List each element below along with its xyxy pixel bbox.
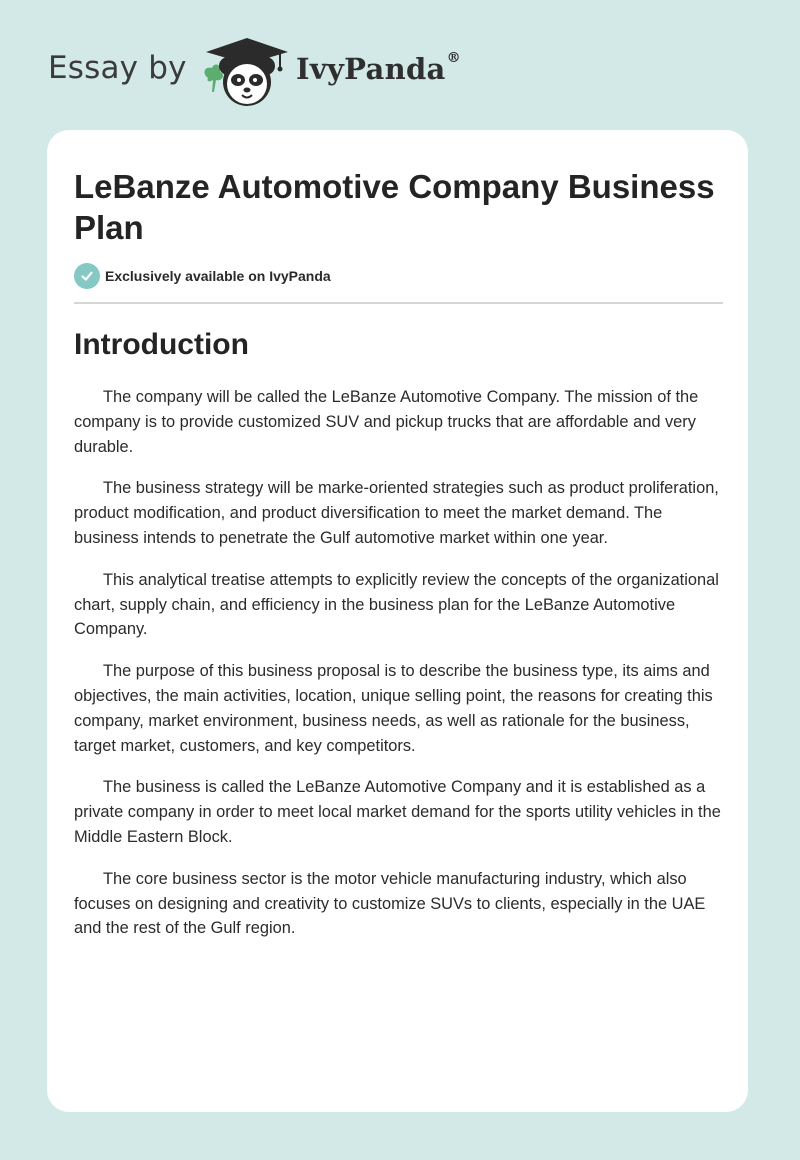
essay-by-label: Essay by: [48, 50, 187, 86]
check-circle-icon: [74, 263, 100, 289]
exclusive-badge: [74, 263, 331, 289]
brand-name-text: IvyPanda: [296, 52, 446, 86]
essay-body: [74, 385, 726, 958]
essay-card: [47, 130, 748, 1112]
paragraph: The company will be called the LeBanze Automotive Company. The mission of the company is to provide customized SUV and pickup trucks that are affordable and very durable.: [74, 388, 699, 456]
exclusive-badge-text: Exclusively available on IvyPanda: [105, 268, 331, 284]
paragraph: The business strategy will be marke-oriented strategies such as product proliferation, product modification, and product diversification to meet the market demand. The business intends to penetrate the Gulf automotive market within one year.: [74, 479, 719, 547]
panda-graduate-icon[interactable]: [200, 34, 292, 110]
registered-mark: ®: [446, 50, 461, 66]
paragraph: This analytical treatise attempts to explicitly review the concepts of the organizational chart, supply chain, and efficiency in the business plan for the LeBanze Automotive Company.: [74, 570, 719, 639]
brand-name[interactable]: [296, 52, 461, 86]
paragraph: The purpose of this business proposal is to describe the business type, its aims and objectives, the main activities, location, unique selling point, the reasons for creating this company, market environment, business needs, as well as rationale for the business, target market, customers, and key competitors.: [74, 662, 713, 755]
section-heading-introduction: Introduction: [74, 328, 249, 361]
paragraph: The core business sector is the motor vehicle manufacturing industry, which also focuses on designing and creativity to customize SUVs to clients, especially in the UAE and the rest of the Gulf region.: [74, 869, 706, 938]
page-title: LeBanze Automotive Company Business Plan: [74, 168, 715, 246]
title-divider: [74, 302, 723, 304]
site-header: [0, 0, 800, 130]
paragraph: The business is called the LeBanze Automotive Company and it is established as a private company in order to meet local market demand for the sports utility vehicles in the Middle Eastern Block.: [74, 778, 721, 846]
